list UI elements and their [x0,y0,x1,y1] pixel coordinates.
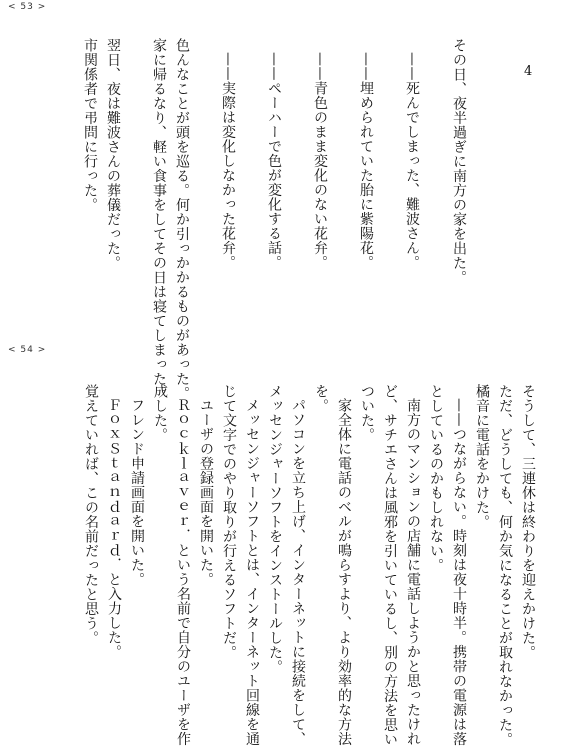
text-column: ——実際は変化しなかった花弁。 [220,52,236,270]
text-column: メッセンジャーソフトをインストールした。 [267,384,283,674]
text-column: ど、サチエさんは風邪を引いているし、別の方法を思い [382,384,398,747]
page-54 [0,344,571,747]
text-column: Ｒｏｃｋｌａｖｅｒ．という名前で自分のユーザを作 [175,398,191,746]
text-column: 市関係者で弔問に行った。 [82,38,98,212]
text-column: 翌日、夜は難波さんの葬儀だった。 [105,38,121,270]
text-column: そうして、三連休は終わりを迎えかけた。 [520,384,536,660]
text-column: ——青色のまま変化のない花弁。 [312,52,328,270]
text-column: 家に帰るなり、軽い食事をしてその日は寝てしまった。 [151,38,167,401]
text-column: ＦｏｘＳｔａｎｄａｒｄ．と入力した。 [106,398,122,659]
text-column: 家全体に電話のベルが鳴らすより、より効率的な方法 [336,398,352,746]
text-column: ——つながらない。時刻は夜十時半。携帯の電源は落 [451,398,467,746]
text-column: 橘音に電話をかけた。 [474,384,490,529]
text-column: ついた。 [359,384,375,442]
text-column: フレンド申請画面を開いた。 [129,398,145,587]
text-column: としているのかもしれない。 [428,384,444,573]
text-column: 成した。 [152,384,168,442]
text-column: ユーザの登録画面を開いた。 [198,398,214,587]
text-column: その日、夜半過ぎに南方の家を出た。 [451,38,467,285]
text-column: を。 [313,384,329,413]
text-column: ——埋められていた胎に紫陽花。 [358,52,374,270]
text-column: じて文字でのやり取りが行えるソフトだ。 [221,384,237,660]
text-column: パソコンを立ち上げ、インターネットに接続をして、 [290,398,306,746]
page-label: < 54 > [8,345,47,355]
text-column: 覚えていれば、この名前だったと思う。 [83,384,99,645]
page-number: 4 [524,64,533,79]
page-label: < 53 > [8,2,47,12]
text-column: ただ、どうしても、何か気になることが取れなかった。 [497,384,513,747]
text-column: ——死んでしまった、難波さん。 [404,52,420,270]
text-column: メッセンジャーソフトとは、インターネット回線を通 [244,398,260,746]
text-column: 南方のマンションの店舗に電話しようかと思ったけれ [405,398,421,746]
text-column: 色んなことが頭を巡る。何か引っかかるものがあった。 [174,38,190,401]
text-column: ——ペーハーで色が変化する話。 [266,52,282,270]
